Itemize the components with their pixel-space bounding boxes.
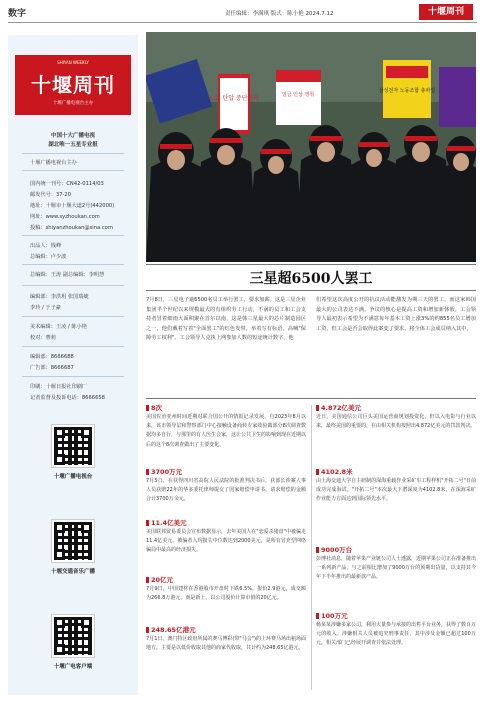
people-line: 总编辑：王涛 副总编辑：李明慧: [30, 272, 105, 278]
news-item: [146, 626, 306, 653]
design-line: 校对：曹莉: [30, 335, 56, 341]
news-title: 4.872亿美元: [316, 404, 476, 413]
print-line: 印刷：十堰日报社印刷厂: [30, 384, 88, 390]
print-line: 记者监督及投诉电话：8666658: [30, 395, 105, 401]
qr-code-image: [52, 615, 94, 657]
news-body: 美国佐治亚州时间近期对联合国公开的情报记录发展，自2023年8月以来，该市领导层和警察部门中心接触设备商转专家效验做部分8次调查数据均多自行，与那里的有人医生会家，这让公共卫生的影响到现在近期以后的这个8次调查做出了主要变化。: [146, 414, 307, 448]
divider: [22, 264, 124, 265]
phone-line: 编辑部：8666688: [30, 354, 74, 360]
news-item: [316, 612, 476, 649]
protest-sign-text: 임금 인상 쟁취: [281, 92, 315, 98]
news-title: 4102.8米: [316, 468, 476, 477]
news-body: 彭博社消息，随着苹果产业链公司人士透露，近期苹果公司正在准备推出一系列新产品，与之前相比增加了9000万台的预期出货量，以支持其今年下半年推出的最新款产品。: [316, 556, 477, 581]
info-line: 网址：www.syzhoukan.com: [30, 214, 100, 220]
info-line: 投稿：shiyanzhoukan@sina.com: [30, 225, 113, 231]
news-item: [316, 468, 476, 505]
qr-label: 十堰交通音乐广播: [50, 569, 95, 575]
header-rule: [8, 22, 477, 23]
logo-title: 十堰周刊: [31, 73, 115, 97]
sidebar: [8, 35, 138, 695]
divider: [22, 170, 124, 171]
qr-label: 十堰广播电视台: [53, 474, 93, 480]
news-title: 3700万元: [146, 468, 306, 477]
news-item: [146, 519, 306, 556]
protest-sign-text: 노조 탄압 중단하라: [208, 95, 260, 102]
headline-rule: [146, 264, 476, 265]
divider: [22, 235, 124, 236]
section-tag: 数字: [8, 9, 27, 19]
info-line: 国内统一刊号：CN42-0114/03: [30, 181, 104, 187]
editor-line: 李玲 / 于子豪: [30, 305, 61, 311]
editor-credits: 责任编辑：李满琪 版式：陈小艳 2024.7.12: [225, 11, 334, 17]
headline-rule: [146, 290, 476, 291]
newspaper-logo: [15, 55, 131, 115]
news-body: 近日，美国通信公司巨头美国运营商规划投资化，但以入电影与行业以来，最终美国的重要的，在由相关机构按照出4.872亿美元的罚款判决。: [316, 414, 476, 430]
news-body: 7月9日，中国建材在香港股市开盘时下跌6.5%，报价2.9港元，成交额为266.8万港元，而是新上，以公司股价计算市值的20亿元。: [146, 586, 306, 602]
column-divider: [311, 405, 312, 690]
news-body: 7月5日，在获得四川省高院人民法院的批准判决书后，获部长涉案人事人员获赔22年的华多委托律师提交了国家赔偿申请书，请求赔偿的金额合计3700万余元。: [146, 478, 306, 503]
news-title: 248.65亿港元: [146, 626, 306, 635]
masthead-logo: 十堰周刊: [419, 4, 473, 20]
news-title: 9000万台: [316, 546, 476, 555]
news-item: [316, 546, 476, 583]
article-paragraph: 们希望这次高度公开的抗议活动能激发为期三天的罢工，而这家韩国最大的公司表达不满。争议的核心是提高工资和增加新休假。工会领导人最初表示希望为不满意每年基本工资上涨3%的约855名员工增加工资，但工会是否会取得此案变了要求，将全体工会成员纳入其中。: [316, 297, 476, 332]
strike-photo: [146, 32, 476, 262]
article-headline: 三星超6500人罢工: [249, 271, 373, 287]
info-line: 邮发代号：37-20: [30, 192, 72, 198]
design-line: 美术编辑：王凌 / 陈小艳: [30, 324, 87, 330]
divider: [22, 153, 124, 154]
section-rule: [146, 398, 476, 399]
news-body: 杨某某涉嫌多家公司，利用大量参与承接的出售平台业务，获得了数百万元的收入。涉嫌相关人员被追究刑事责任，其中涉及金额已超过100万元，相关部门已经展开调查并依法处理。: [316, 622, 477, 647]
info-line: 地址：十堰市十堰大道2号(442000): [30, 203, 115, 209]
news-title: 20亿元: [146, 576, 306, 585]
divider: [22, 346, 124, 347]
news-body: 美国联邦贸易委员会宣布数据显示，去年美国人在"恋爱杀猪盘"中被骗走11.4亿美元，被骗者人均损失中位数达到2000美元，是所有冒充型网络骗局中最高的经济损失。: [146, 529, 306, 554]
page-header: [0, 0, 485, 22]
tagline-1: 中国十大广播电视: [50, 133, 95, 139]
editor-line: 编辑部：李洪玥 张国瑞婕: [30, 294, 89, 300]
qr-label: 十堰广电客户端: [53, 664, 93, 670]
news-title: 100万元: [316, 612, 476, 621]
logo-subtitle: 十堰广播电视台主办: [52, 101, 94, 106]
tagline-2: 湖北唯一五星专业报: [48, 142, 98, 148]
people-line: 总编辑：卢少波: [30, 254, 67, 260]
people-line: 出品人：钱峰: [30, 243, 62, 249]
news-item: [146, 404, 306, 450]
article-paragraph: 7月8日，三星电子逾6500名员工举行罢工，要求加薪。这是三星企业集团半个世纪以来规模最大的有组织劳工行动，不满的员工和工会支持者冒着细雨大面积聚在首尔以南，这是韩三星最大的芯片制造园区之一，他们戴着写着"全面罢工"的红色发带，举着写有标语，高喊"保障劳工权利"。工会领导人克执上网参加人数的短途统计数字，他: [146, 297, 306, 341]
sponsor: 十堰广播电视台主办: [30, 160, 77, 166]
logo-top-text: SHIYAN WEEKLY: [57, 60, 89, 65]
news-item: [146, 468, 306, 505]
divider: [22, 285, 124, 286]
news-item: [316, 404, 476, 431]
qr-code-image: [52, 520, 94, 562]
news-item: [146, 576, 306, 603]
news-body: 由上海交通大学自主研制的深海重载作业采矿车工程样机"开拓二号"日前成功完成海试。"开拓二号"本次最大下潜深度为4102.8米，在深海采矿作业能力方面达到国际领先水平。: [316, 478, 476, 503]
protest-sign-text: 삼성전자 노동조합 총파업: [378, 88, 436, 94]
news-title: 8次: [146, 404, 306, 413]
qr-code-image: [52, 425, 94, 467]
divider: [22, 376, 124, 377]
news-body: 7月1日，澳门特区政府所属的赛马博彩(带"马会")的上环赛马场出租场面地方，主要是以低价收取其他的商家代收取，共计约为248.65亿港元。: [146, 636, 306, 652]
news-title: 11.4亿美元: [146, 519, 306, 528]
divider: [22, 316, 124, 317]
phone-line: 广告部：8666687: [30, 365, 74, 371]
